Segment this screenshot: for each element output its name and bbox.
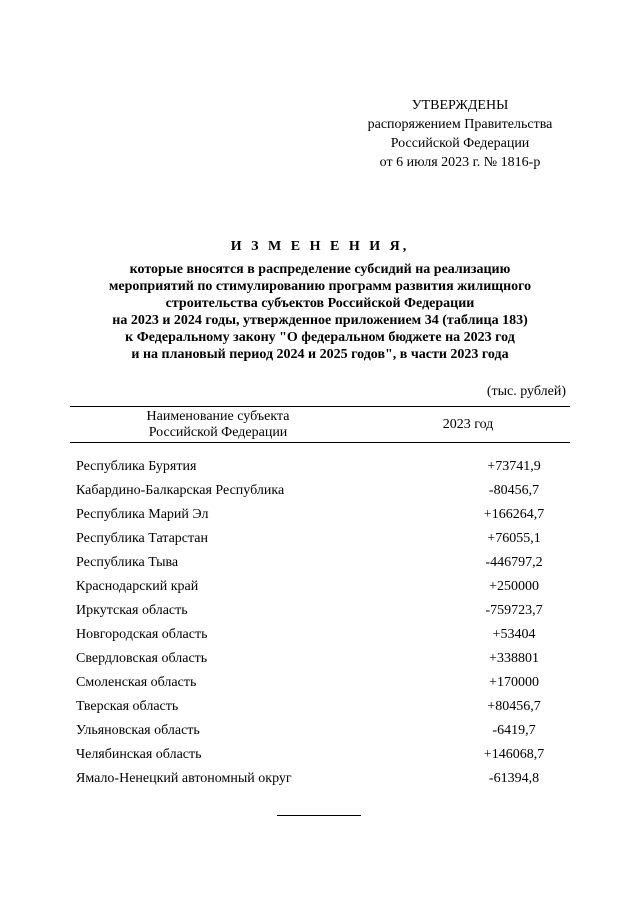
units-label: (тыс. рублей) (486, 384, 566, 399)
header-year: 2023 год (442, 416, 494, 432)
subject-name: Челябинская область (76, 747, 202, 762)
subsidy-change-value: -80456,7 (488, 483, 540, 498)
title-line: к Федеральному закону "О федеральном бюджете на 2023 год (125, 330, 515, 345)
approval-line: от 6 июля 2023 г. № 1816-р (379, 155, 541, 170)
table-row (70, 551, 570, 575)
table-row (70, 695, 570, 719)
end-divider (277, 815, 361, 816)
subject-name: Тверская область (76, 699, 179, 714)
subsidy-change-value: +250000 (489, 579, 539, 594)
approval-line: Российской Федерации (390, 136, 530, 151)
table-row (70, 575, 570, 599)
subject-name: Новгородская область (76, 627, 208, 642)
subsidy-change-value: +166264,7 (483, 507, 545, 522)
table-row (70, 503, 570, 527)
table-row (70, 479, 570, 503)
subsidy-change-value: +76055,1 (487, 531, 541, 546)
subject-name: Кабардино-Балкарская Республика (76, 483, 285, 498)
subject-name: Смоленская область (76, 675, 197, 690)
subject-name: Иркутская область (76, 603, 188, 618)
subsidy-change-value: -759723,7 (485, 603, 543, 618)
subject-name: Республика Татарстан (76, 531, 209, 546)
approval-line: распоряжением Правительства (367, 117, 553, 132)
subsidy-change-value: +53404 (492, 627, 536, 642)
subject-name: Свердловская область (76, 651, 208, 666)
title-line: и на плановый период 2024 и 2025 годов", в части 2023 года (131, 347, 509, 362)
document-title (60, 238, 580, 363)
table-row (70, 527, 570, 551)
subsidy-change-value: +146068,7 (483, 747, 545, 762)
table-row (70, 455, 570, 479)
subsidy-change-value: +338801 (489, 651, 539, 666)
header-subject-line: Российской Федерации (148, 424, 288, 440)
header-subject (70, 409, 366, 441)
subject-name: Ямало-Ненецкий автономный округ (76, 771, 292, 786)
subsidy-change-value: +73741,9 (487, 459, 541, 474)
title-line: мероприятий по стимулированию программ развития жилищного (108, 279, 532, 294)
subsidy-change-value: -6419,7 (492, 723, 536, 738)
table-header (70, 406, 570, 443)
table-row (70, 623, 570, 647)
subject-name: Ульяновская область (76, 723, 200, 738)
approval-line: УТВЕРЖДЕНЫ (411, 98, 509, 113)
title-line: на 2023 и 2024 годы, утвержденное приложением 34 (таблица 183) (112, 313, 528, 328)
approval-block (340, 96, 580, 172)
title-line: строительства субъектов Российской Федерации (165, 296, 475, 311)
subject-name: Республика Бурятия (76, 459, 197, 474)
table-row (70, 671, 570, 695)
table-row (70, 647, 570, 671)
subject-name: Республика Тыва (76, 555, 179, 570)
subject-name: Республика Марий Эл (76, 507, 209, 522)
table-row (70, 743, 570, 767)
header-subject-line: Наименование субъекта (146, 408, 290, 424)
table-row (70, 719, 570, 743)
table-body (70, 455, 570, 791)
table-row (70, 767, 570, 791)
title-line: которые вносятся в распределение субсидий на реализацию (129, 262, 511, 277)
table-row (70, 599, 570, 623)
subsidy-change-value: -446797,2 (485, 555, 543, 570)
subsidy-change-value: -61394,8 (488, 771, 540, 786)
subsidy-change-value: +80456,7 (487, 699, 541, 714)
subject-name: Краснодарский край (76, 579, 199, 594)
title-heading: И З М Е Н Е Н И Я, (230, 239, 410, 254)
subsidy-table (70, 406, 570, 791)
subsidy-change-value: +170000 (489, 675, 539, 690)
